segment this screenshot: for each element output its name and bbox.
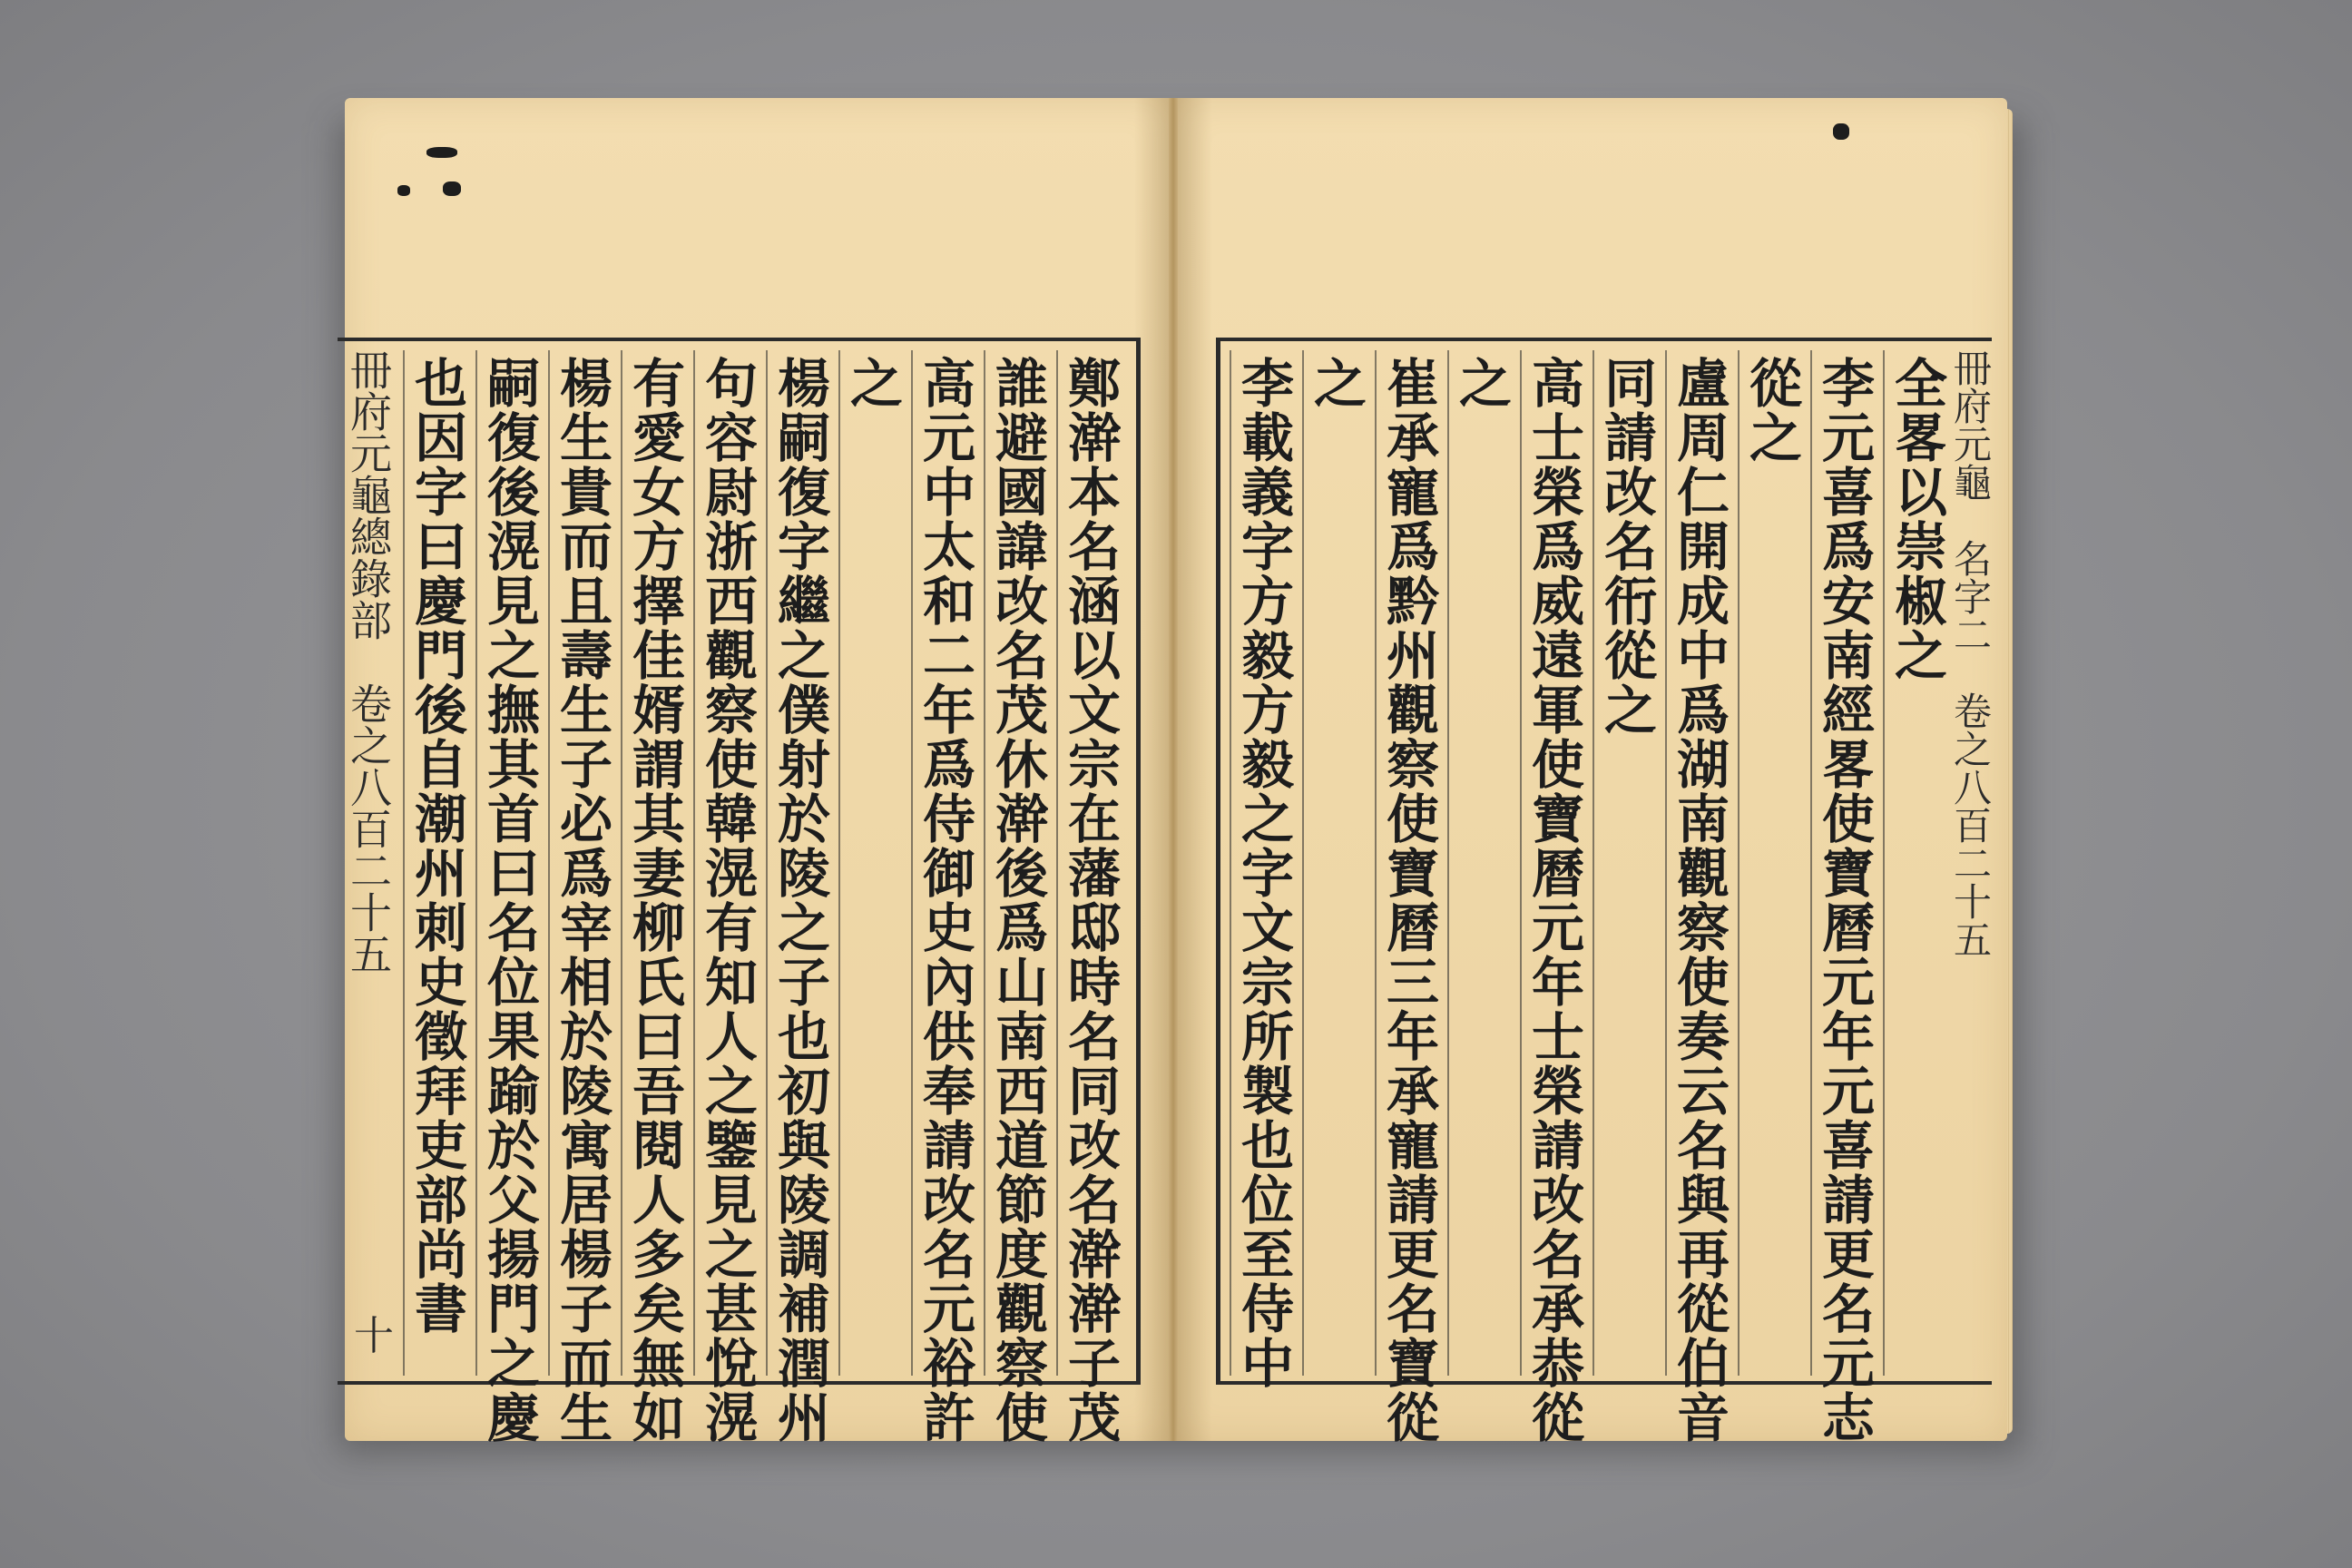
column [911, 350, 976, 1445]
column [766, 350, 831, 1445]
column-text: 鄭澣本名涵以文宗在藩邸時名同改名澣澣子茂 [1059, 356, 1121, 1445]
column-text: 李元喜爲安南經畧使寶曆元年元喜請更名元志 [1813, 356, 1875, 1445]
column [475, 350, 541, 1445]
column-text: 有愛女方擇佳婿謂其妻柳氏曰吾閱人多矣無如 [623, 356, 685, 1445]
ink-mark [397, 185, 410, 196]
column [1810, 350, 1876, 1445]
book-gutter [1169, 98, 1178, 1441]
column-text: 也因字曰慶門後自潮州刺史徵拜吏部尚書 [406, 356, 467, 1336]
column-text: 全畧以崇椒之 [1886, 356, 1947, 682]
column [1520, 350, 1585, 1445]
left-text-frame [338, 338, 1141, 1445]
column-text: 同請改名衎從之 [1595, 356, 1657, 737]
column [1883, 350, 1948, 1376]
left-margin-header: 冊府元龜總錄部 卷之八百二十五 [344, 348, 393, 975]
column [984, 350, 1049, 1445]
left-page-number: 十 [354, 1313, 394, 1359]
column-text: 之 [1305, 356, 1367, 410]
column [1302, 350, 1367, 1376]
column [621, 350, 686, 1445]
column-text: 楊嗣復字繼之僕射於陵之子也初與陵調補潤州 [769, 356, 830, 1445]
ink-mark [426, 147, 457, 158]
ink-mark [443, 181, 461, 196]
column-text: 之 [1450, 356, 1512, 410]
right-margin-header: 冊府元龜 名字二 卷之八百二十五 [1948, 348, 1993, 958]
column [1056, 350, 1122, 1445]
column [1230, 350, 1295, 1390]
column [838, 350, 904, 1376]
column-text: 從之 [1740, 356, 1802, 465]
column [1738, 350, 1803, 1376]
column [548, 350, 613, 1445]
column-text: 高元中太和二年爲侍御史內供奉請改名元裕許 [914, 356, 975, 1445]
column [1447, 350, 1513, 1376]
column-text: 楊生貴而且壽生子必爲宰相於陵寓居楊子而生 [551, 356, 612, 1445]
column-text: 盧周仁開成中爲湖南觀察使奏云名與再從伯音 [1668, 356, 1730, 1445]
column [1375, 350, 1440, 1445]
column-text: 李載義字方毅方毅之字文宗所製也位至侍中 [1232, 356, 1294, 1390]
right-text-frame [1216, 338, 1993, 1445]
column-text: 之 [841, 356, 903, 410]
column-text: 嗣復後滉見之撫其首曰名位果踰於父揚門之慶 [478, 356, 540, 1445]
column [1665, 350, 1730, 1445]
column-text: 誰避國諱改名茂休澣後爲山南西道節度觀察使 [986, 356, 1048, 1445]
column-text: 句容尉浙西觀察使韓滉有知人之鑒見之甚悅滉 [696, 356, 758, 1445]
column-text: 高士榮爲威遠軍使寶曆元年士榮請改名承恭從 [1523, 356, 1584, 1445]
column [403, 350, 468, 1376]
column [693, 350, 759, 1445]
column-text: 崔承寵爲黔州觀察使寶曆三年承寵請更名寶從 [1377, 356, 1439, 1445]
ink-mark [1833, 123, 1849, 140]
column [1592, 350, 1658, 1376]
